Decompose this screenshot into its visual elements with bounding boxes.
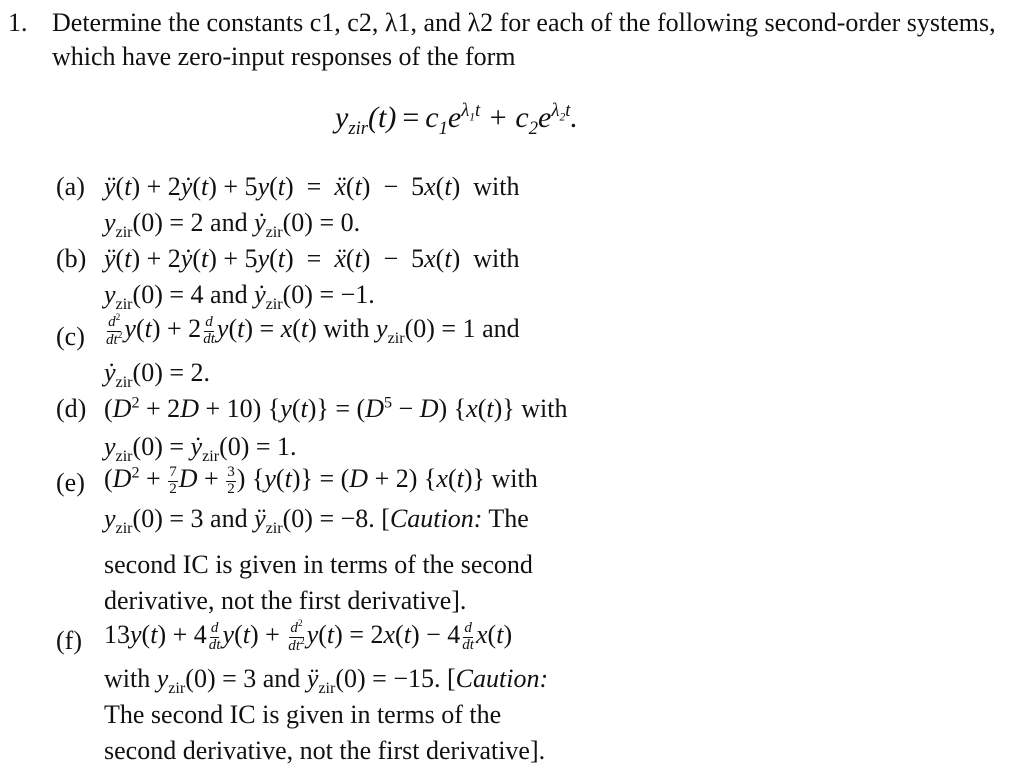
part-d-line-1: $(D^2 + 2D + 10) \{y(t)\} = (D^5 - D)$ {x(t)} with [104, 394, 568, 423]
intro-line-1: Determine the constants c1, c2, λ1, and λ2 for each of the following second-order systems, [52, 8, 996, 37]
part-f-label: (f) [56, 626, 82, 655]
part-e-line-2: $y_{zir}(0) = 3$ and $ÿ_{zir}(0) = -8$. [Caution: The [104, 504, 529, 538]
part-b-label: (b) [56, 244, 87, 273]
part-d-label: (d) [56, 394, 87, 423]
part-c-line-1: $\frac{d^2}{dt^2}$ y(t) + 2 $\frac{d}{dt}$ y(t) = x(t) with $y_{zir}(0) = 1$ and [106, 313, 520, 348]
problem-number: 1. [8, 8, 28, 37]
problem-intro [8, 6, 1018, 74]
part-c-line-2: ẏ$_{zir}$(0) = 2. [104, 358, 211, 392]
part-e-line-1: ($D^2$ + $\frac{7}{2}$ D + $\frac{3}{2}$ ) {y(t)} = (D + 2) {x(t)} with [104, 464, 538, 497]
part-f-line-3: The second IC is given in terms of the [104, 700, 502, 729]
zero-input-response-formula: $y_{zir}(t) = c_1e^{\lambda_1t} + c_2e^{\lambda_2t}$. [335, 100, 578, 139]
part-a-line-2: $y_{zir}(0) = 2$ and ẏ$_{zir}$(0) = 0. [104, 208, 361, 242]
part-a-line-1: ÿ(t) + 2ẏ(t) + 5y(t) = ẍ(t) − 5x(t) with [104, 172, 520, 201]
part-a-label: (a) [56, 172, 85, 201]
part-f-line-2: with $y_{zir}(0) = 3$ and $ÿ_{zir}(0) = -15$. [Caution: [104, 664, 549, 698]
part-c-label: (c) [56, 322, 85, 351]
part-b-line-1: ÿ(t) + 2ẏ(t) + 5y(t) = ẍ(t) − 5x(t) with [104, 244, 520, 273]
part-e-label: (e) [56, 468, 85, 497]
part-e-line-3: second IC is given in terms of the second [104, 550, 533, 579]
part-b-line-2: $y_{zir}(0) = 4$ and ẏ$_{zir}$(0) = −1. [104, 280, 375, 314]
intro-line-2: which have zero-input responses of the form [52, 42, 516, 71]
part-e-line-4: derivative, not the first derivative]. [104, 586, 467, 615]
part-f-line-4: second derivative, not the first derivative]. [104, 736, 546, 765]
part-d-line-2: $y_{zir}(0)$ = ẏ$_{zir}$(0) = 1. [104, 432, 297, 466]
part-f-line-1: 13y(t) + 4 $\frac{d}{dt}$ y(t) + $\frac{d^2}{dt^2}$ y(t) = 2x(t) − 4 $\frac{d}{dt}$ x(t) [104, 619, 513, 654]
